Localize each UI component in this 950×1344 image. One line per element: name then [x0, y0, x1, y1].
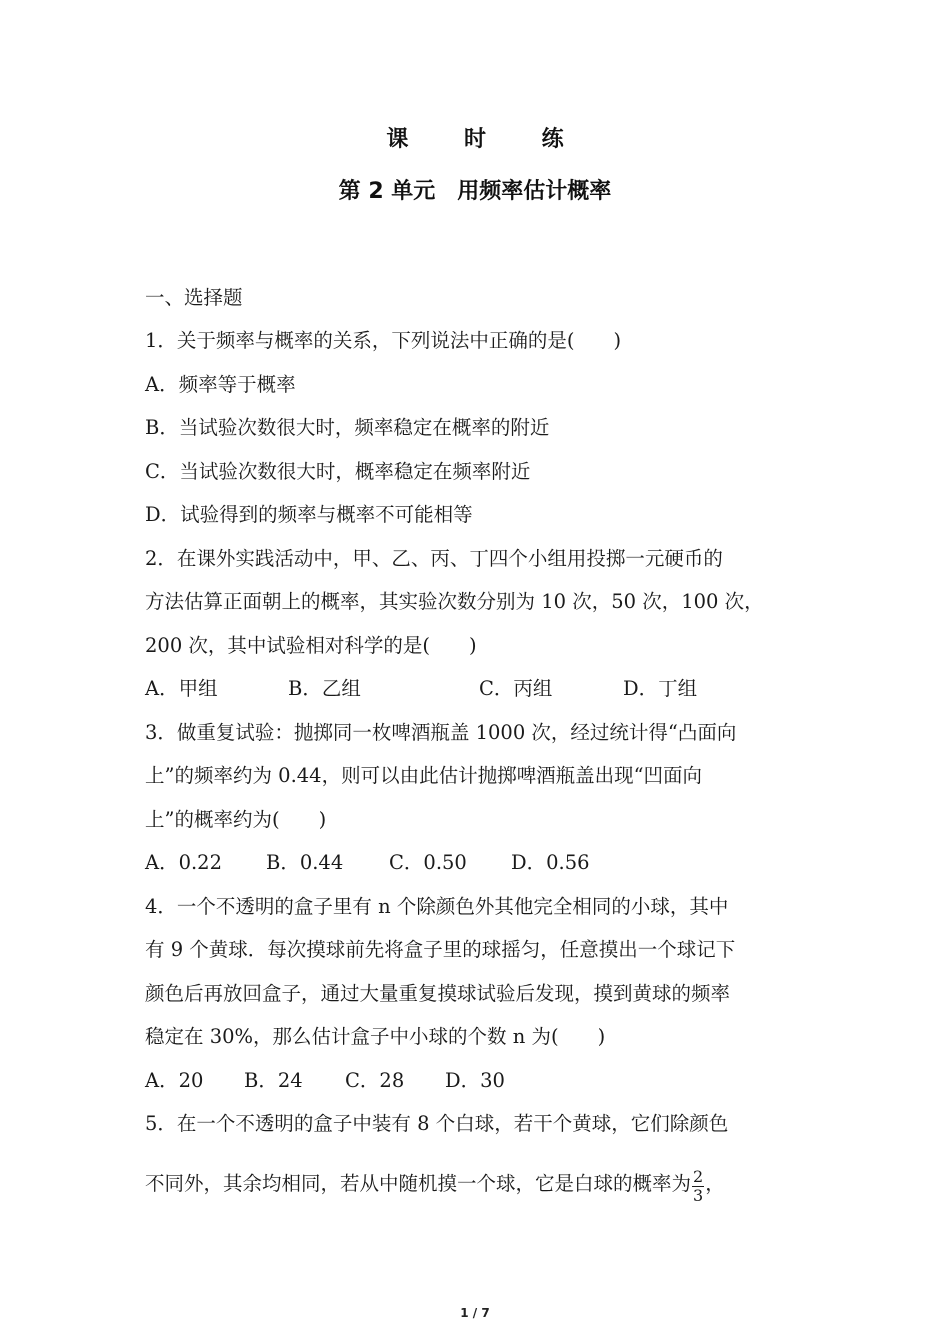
fraction-numerator: 2: [693, 1167, 704, 1186]
question-3-options: [145, 849, 590, 877]
probability-fraction: [692, 1168, 704, 1205]
question-3-option-a: A．0.22: [145, 851, 223, 874]
question-4-option-a: A．20: [145, 1069, 204, 1092]
question-3-option-b: B．0.44: [266, 851, 344, 874]
question-4-stem-line-3: 颜色后再放回盒子，通过大量重复摸球试验后发现，摸到黄球的频率: [145, 982, 731, 1005]
question-1-option-c: C．当试验次数很大时，概率稳定在频率附近: [145, 460, 531, 483]
fraction-denominator: 3: [693, 1186, 704, 1205]
question-5-trailing-punctuation: ，: [705, 1172, 725, 1195]
question-5-stem-line-1: 5．在一个不透明的盒子中装有 8 个白球，若干个黄球，它们除颜色: [145, 1112, 729, 1135]
question-1-option-b: B．当试验次数很大时，频率稳定在概率的附近: [145, 416, 550, 439]
question-4-stem-line-2: 有 9 个黄球．每次摸球前先将盒子里的球摇匀，任意摸出一个球记下: [145, 938, 736, 961]
document-subtitle: 第 2 单元 用频率估计概率: [338, 179, 612, 204]
question-4-option-b: B．24: [244, 1069, 303, 1092]
page-number: 1 / 7: [460, 1306, 490, 1320]
question-4-stem-line-1: 4．一个不透明的盒子里有 n 个除颜色外其他完全相同的小球，其中: [145, 895, 729, 918]
question-3-option-c: C．0.50: [389, 851, 467, 874]
question-1-option-d: D．试验得到的频率与概率不可能相等: [145, 503, 473, 526]
question-5-stem-text: 不同外，其余均相同，若从中随机摸一个球，它是白球的概率为: [145, 1172, 692, 1195]
question-3-option-d: D．0.56: [511, 851, 590, 874]
question-4-stem-line-4: 稳定在 30%，那么估计盒子中小球的个数 n 为( ): [145, 1025, 606, 1048]
question-2-stem-line-3: 200 次，其中试验相对科学的是( ): [145, 634, 477, 657]
question-3-stem-line-2: 上”的频率约为 0.44，则可以由此估计抛掷啤酒瓶盖出现“凹面向: [145, 764, 703, 787]
question-3-stem-line-3: 上”的概率约为( ): [145, 808, 327, 831]
question-2-stem-line-2: 方法估算正面朝上的概率，其实验次数分别为 10 次，50 次，100 次，: [145, 590, 764, 613]
question-4-option-c: C．28: [345, 1069, 405, 1092]
question-2-option-a: A．甲组: [145, 677, 218, 700]
question-4-options: [145, 1067, 505, 1095]
question-2-stem-line-1: 2．在课外实践活动中，甲、乙、丙、丁四个小组用投掷一元硬币的: [145, 547, 723, 570]
question-5-stem-line-2: [145, 1166, 725, 1203]
question-3-stem-line-1: 3．做重复试验：抛掷同一枚啤酒瓶盖 1000 次，经过统计得“凸面向: [145, 721, 737, 744]
document-title: 课 时 练: [386, 127, 588, 152]
question-2-option-c: C．丙组: [479, 677, 553, 700]
question-1-stem: 1．关于频率与概率的关系，下列说法中正确的是( ): [145, 329, 622, 352]
question-2-option-b: B．乙组: [288, 677, 361, 700]
question-1-option-a: A．频率等于概率: [145, 373, 296, 396]
question-2-option-d: D．丁组: [623, 677, 698, 700]
question-2-options: [145, 675, 697, 703]
question-4-option-d: D．30: [445, 1069, 505, 1092]
section-heading: 一、选择题: [145, 286, 243, 309]
